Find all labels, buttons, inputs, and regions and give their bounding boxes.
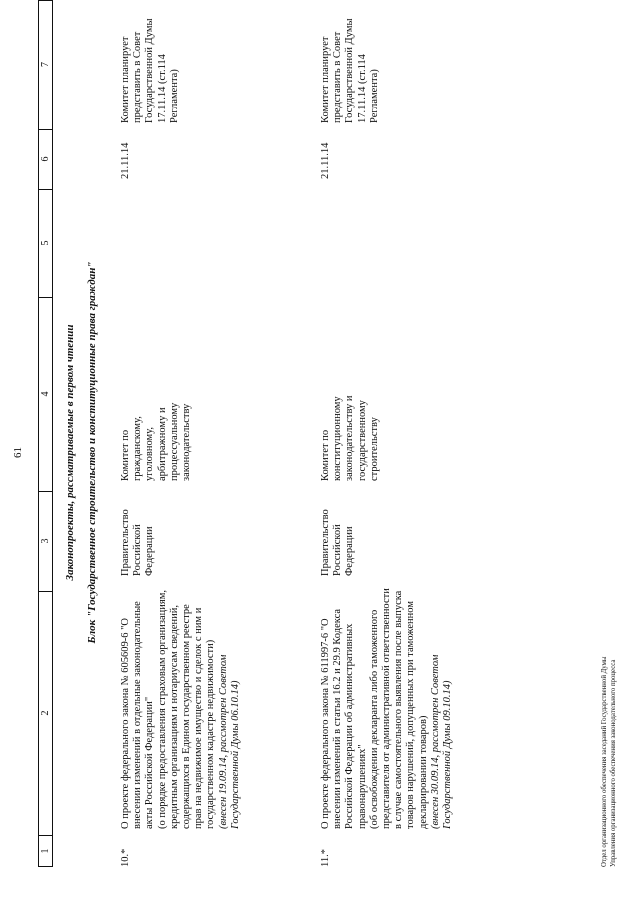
block-title: Блок "Государственное строительство и конституционные права граждан" [86,261,98,644]
column-number-3: 3 [39,491,52,592]
bill-description: (о порядке предоставления страховым организациям, кредитным организациям и нотариусам сведений, содержащихся в Едином государственном реестре прав на недвижимое имущество и сделок с ним и государственном кадастре недвижимости) [156,589,217,829]
bill-description: (об освобождении декларанта либо таможенного представителя от административной ответственности в случае самостоятельного выявления после выпуска товаров нарушений, допущенных при таможенном декларировании товаров) [368,588,429,829]
page-number: 61 [12,447,24,458]
footer [600,657,618,867]
column-number-7: 7 [39,0,52,130]
bill-cell [320,584,454,829]
column-number-4: 4 [39,297,52,492]
bill-note: (внесен 30.09.14, рассмотрен Советом Государственной Думы 09.10.14) [429,654,454,829]
column-header-row [38,0,53,867]
row-number: 11.* [320,849,331,867]
column-number-6: 6 [39,129,52,190]
committee: Комитет по гражданскому, уголовному, арбитражному и процессуальному законодательству [120,402,193,481]
bill-title: О проекте федерального закона № 611997-6 "О внесении изменений в статьи 16.2 и 29.9 Кодекса Российской Федерации об административных правонарушениях" [320,608,368,829]
committee: Комитет по конституционному законодательству и государственному строительству [320,395,380,481]
bill-note: (внесен 19.09.14, рассмотрен Советом Государственной Думы 06.10.14) [217,654,241,829]
date: 21.11.14 [120,142,131,179]
status: Комитет планирует представить в Совет Государственной Думы 17.11.14 (ст.114 Регламента) [320,18,380,123]
column-number-5: 5 [39,189,52,298]
status: Комитет планирует представить в Совет Государственной Думы 17.11.14 (ст.114 Регламента) [120,18,180,123]
footer-line-2: Управления организационного обеспечения законодательного процесса [610,659,617,867]
bill-cell [120,584,242,829]
date: 21.11.14 [320,142,331,179]
row-number: 10.* [120,848,131,867]
initiator: Правительство Российской Федерации [320,509,356,576]
initiator: Правительство Российской Федерации [120,509,156,576]
column-number-2: 2 [39,591,52,836]
column-number-1: 1 [40,848,51,854]
footer-line-1: Отдел организационного обеспечения заседаний Государственной Думы [601,656,608,867]
section-title: Законопроекты, рассматриваемые в первом чтении [64,324,76,581]
bill-title: О проекте федерального закона № 605609-6 "О внесении изменений в отдельные законодательные акты Российской Федерации" [120,601,156,829]
